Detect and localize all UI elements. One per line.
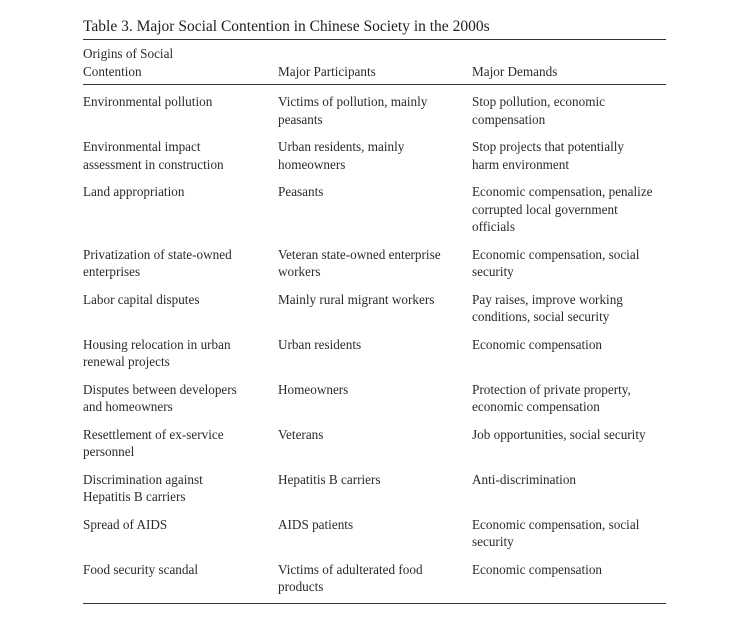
participants-cell xyxy=(278,336,472,371)
cell-line: Pay raises, improve working xyxy=(472,291,623,307)
participants-cell xyxy=(278,93,472,128)
bottom-rule xyxy=(83,603,666,604)
cell-line: Labor capital disputes xyxy=(83,291,200,307)
cell-line: Veteran state-owned enterprise xyxy=(278,246,441,262)
origin-cell xyxy=(83,426,278,461)
participants-cell xyxy=(278,471,472,506)
header-demands xyxy=(472,45,666,80)
table-row xyxy=(83,93,666,128)
demands-cell xyxy=(472,471,666,506)
cell-line: Economic compensation xyxy=(472,336,603,352)
origin-cell xyxy=(83,516,278,551)
header-participants xyxy=(278,45,472,80)
cell-line: officials xyxy=(472,219,515,234)
cell-line: Resettlement of ex-service xyxy=(83,426,224,442)
demands-cell xyxy=(472,291,666,326)
origin-cell xyxy=(83,336,278,371)
cell-line: Hepatitis B carriers xyxy=(83,489,186,504)
demands-cell xyxy=(472,336,666,371)
cell-line: assessment in construction xyxy=(83,156,224,172)
table-row xyxy=(83,183,666,236)
origin-cell xyxy=(83,471,278,506)
participants-cell xyxy=(278,246,472,281)
cell-line: Privatization of state-owned xyxy=(83,246,232,262)
table-title: Table 3. Major Social Contention in Chinese Society in the 2000s xyxy=(83,18,490,35)
participants-cell xyxy=(278,138,472,173)
cell-line: security xyxy=(472,264,514,279)
demands-cell xyxy=(472,183,666,236)
demands-cell xyxy=(472,561,666,596)
cell-line: Economic compensation, penalize xyxy=(472,184,653,199)
cell-line: Protection of private property, xyxy=(472,381,631,397)
cell-line: Veterans xyxy=(278,426,324,442)
cell-line: economic compensation xyxy=(472,399,600,414)
participants-cell xyxy=(278,381,472,416)
cell-line: Housing relocation in urban xyxy=(83,336,231,352)
participants-cell xyxy=(278,183,472,236)
demands-cell xyxy=(472,246,666,281)
cell-line: Victims of pollution, mainly xyxy=(278,94,428,109)
origin-cell xyxy=(83,93,278,128)
cell-line: harm environment xyxy=(472,156,570,172)
cell-line: Hepatitis B carriers xyxy=(278,471,381,487)
demands-cell xyxy=(472,93,666,128)
origin-cell xyxy=(83,138,278,173)
cell-line: compensation xyxy=(472,111,546,127)
cell-line: Job opportunities, social security xyxy=(472,426,646,442)
origin-cell xyxy=(83,246,278,281)
demands-cell xyxy=(472,426,666,461)
cell-line: Victims of adulterated food xyxy=(278,561,423,577)
table-row xyxy=(83,246,666,281)
cell-line: Major Participants xyxy=(278,63,376,79)
cell-line: security xyxy=(472,534,514,549)
cell-line: enterprises xyxy=(83,264,141,279)
origin-cell xyxy=(83,381,278,416)
table-header xyxy=(83,40,666,84)
origin-cell xyxy=(83,183,278,236)
cell-line: corrupted local government xyxy=(472,201,618,217)
cell-line: Food security scandal xyxy=(83,561,198,577)
cell-line: Origins of Social xyxy=(83,46,174,61)
cell-line: personnel xyxy=(83,444,135,459)
cell-line: Land appropriation xyxy=(83,184,185,199)
cell-line: and homeowners xyxy=(83,399,173,414)
cell-line: Urban residents xyxy=(278,336,362,352)
cell-line: Economic compensation, social xyxy=(472,246,640,262)
table-row xyxy=(83,336,666,371)
cell-line: conditions, social security xyxy=(472,309,610,324)
table-row xyxy=(83,426,666,461)
cell-line: Discrimination against xyxy=(83,471,203,487)
header-origins xyxy=(83,45,278,80)
table-row xyxy=(83,381,666,416)
cell-line: Anti-discrimination xyxy=(472,471,577,487)
cell-line: Economic compensation xyxy=(472,561,603,577)
cell-line: Disputes between developers xyxy=(83,381,237,397)
cell-line: Stop pollution, economic xyxy=(472,94,605,109)
table-row xyxy=(83,291,666,326)
cell-line: Economic compensation, social xyxy=(472,516,640,532)
participants-cell xyxy=(278,426,472,461)
cell-line: Environmental pollution xyxy=(83,94,213,109)
table-body xyxy=(83,85,666,596)
demands-cell xyxy=(472,516,666,551)
participants-cell xyxy=(278,516,472,551)
table-row xyxy=(83,138,666,173)
table-3 xyxy=(83,17,666,604)
cell-line: Major Demands xyxy=(472,63,558,79)
cell-line: Spread of AIDS xyxy=(83,516,168,532)
table-row xyxy=(83,561,666,596)
cell-line: workers xyxy=(278,264,321,279)
cell-line: Peasants xyxy=(278,184,324,199)
cell-line: Homeowners xyxy=(278,381,349,397)
cell-line: peasants xyxy=(278,111,323,127)
origin-cell xyxy=(83,561,278,596)
cell-line: renewal projects xyxy=(83,354,170,369)
cell-line: Environmental impact xyxy=(83,139,201,154)
demands-cell xyxy=(472,381,666,416)
cell-line: homeowners xyxy=(278,156,346,172)
cell-line: Urban residents, mainly xyxy=(278,139,405,154)
participants-cell xyxy=(278,561,472,596)
table-row xyxy=(83,471,666,506)
cell-line: Mainly rural migrant workers xyxy=(278,291,435,307)
cell-line: AIDS patients xyxy=(278,516,354,532)
demands-cell xyxy=(472,138,666,173)
origin-cell xyxy=(83,291,278,326)
cell-line: products xyxy=(278,579,324,594)
table-row xyxy=(83,516,666,551)
participants-cell xyxy=(278,291,472,326)
cell-line: Contention xyxy=(83,63,142,79)
cell-line: Stop projects that potentially xyxy=(472,139,624,154)
